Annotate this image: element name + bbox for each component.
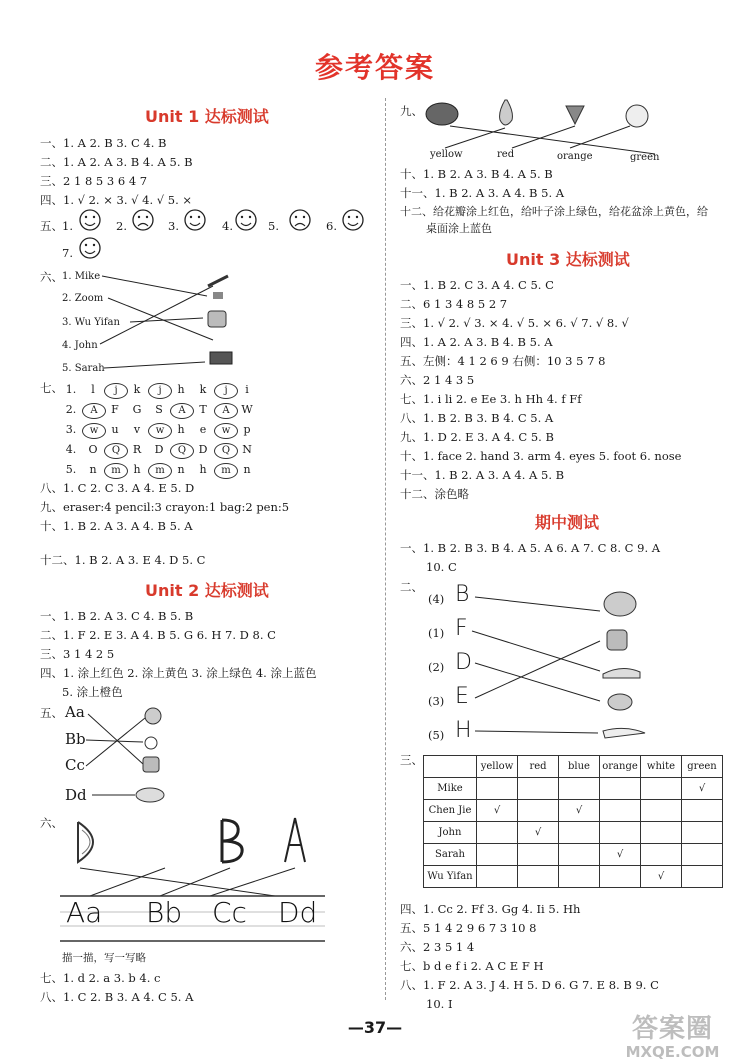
unit1-q5-item-3: 3. [168,219,179,233]
unit1-q6-name-2: 2. Zoom [62,293,104,304]
unit1-q1: 一、1. A 2. B 3. C 4. B [40,136,167,150]
circled-letter: m [148,463,172,479]
letter-cell: h [199,463,207,476]
circled-letter: w [82,423,106,439]
unit2-q6-prefix: 六、 [40,816,63,830]
bag-icon [607,630,627,650]
unit3-q4: 四、1. A 2. A 3. B 4. B 5. A [400,335,553,349]
midterm-title: 期中测试 [535,513,600,532]
letter-cell: D [154,443,164,456]
table-cell [641,844,682,866]
unit3-q1: 一、1. B 2. C 3. A 4. C 5. C [400,278,554,292]
elephant-icon [604,592,636,616]
right-q11: 十一、1. B 2. A 3. A 4. B 5. A [400,186,565,200]
letter-row-number: 5. [65,463,77,476]
right-q9-color-green: green [630,152,660,163]
letter-cell: D [198,443,208,456]
unit3-q6: 六、2 1 4 3 5 [400,373,475,387]
letter-cell: n [89,463,97,476]
letter-cell: R [132,443,142,456]
table-cell [518,866,559,888]
right-q9-prefix: 九、 [400,104,423,118]
letter-cell: h [133,463,141,476]
protractor-d-icon [78,822,93,862]
table-cell [682,866,723,888]
letter-cell: n [177,463,185,476]
unit1-q5-item-1: 1. [62,219,73,233]
right-q9-color-orange: orange [557,151,593,162]
table-header-cell: orange [600,756,641,778]
unit1-q6-name-3: 3. Wu Yifan [62,317,120,328]
letter-cell: G [132,403,142,416]
letter-row-number: 3. [65,423,77,436]
unit1-q8: 八、1. C 2. C 3. A 4. E 5. D [40,481,195,495]
unit2-q6-letter-b: Bb [146,896,183,929]
table-cell [600,822,641,844]
unit3-q8: 八、1. B 2. B 3. B 4. C 5. A [400,411,554,425]
unit1-q4: 四、1. √ 2. × 3. √ 4. √ 5. × [40,193,193,207]
midterm-q2-num-3: (2) [428,660,445,674]
unit3-q9: 九、1. D 2. E 3. A 4. C 5. B [400,430,554,444]
table-row-label: Mike [424,778,477,800]
letter-cell: O [88,443,98,456]
unit1-q5-prefix: 五、 [40,219,63,233]
hand-icon [603,728,645,738]
unit3-q5: 五、左侧：4 1 2 6 9 右侧：10 3 5 7 8 [400,354,606,368]
circled-letter: m [104,463,128,479]
unit3-q10: 十、1. face 2. hand 3. arm 4. eyes 5. foot 6. nose [400,449,682,463]
table-header-cell: blue [559,756,600,778]
table-row [424,800,723,822]
table-header-cell: green [682,756,723,778]
unit2-q8: 八、1. C 2. B 3. A 4. C 5. A [40,990,194,1004]
table-header-cell: white [641,756,682,778]
unit1-q6-name-1: 1. Mike [62,271,101,282]
table-cell [559,822,600,844]
table-cell [477,844,518,866]
letter-cell: F [111,403,119,416]
table-cell [477,866,518,888]
unit2-q1: 一、1. B 2. A 3. C 4. B 5. B [40,609,194,623]
midterm-q2-num-4: (3) [428,694,445,708]
midterm-q6: 六、2 3 5 1 4 [400,940,475,954]
table-cell [559,866,600,888]
letter-cell: e [199,423,207,436]
circled-letter: Q [214,443,238,459]
letter-cell: h [177,423,185,436]
table-cell [641,822,682,844]
table-cell [559,844,600,866]
midterm-q5: 五、5 1 4 2 9 6 7 3 10 8 [400,921,537,935]
right-q9-color-yellow: yellow [430,149,463,160]
unit1-q10: 十、1. B 2. A 3. A 4. B 5. A [40,519,193,533]
unit1-q12: 十二、1. B 2. A 3. E 4. D 5. C [40,553,206,567]
table-cell: √ [477,800,518,822]
letter-cell: T [199,403,207,416]
circled-letter: A [214,403,238,419]
unit2-q4a: 四、1. 涂上红色 2. 涂上黄色 3. 涂上绿色 4. 涂上蓝色 [40,666,317,680]
table-row-label: John [424,822,477,844]
midterm-q3-prefix: 三、 [400,753,423,767]
midterm-q2-letter-1: B [455,582,470,607]
unit3-q11: 十一、1. B 2. A 3. A 4. A 5. B [400,468,565,482]
circled-letter: j [214,383,238,399]
circled-letter: A [82,403,106,419]
table-cell: √ [682,778,723,800]
midterm-q7: 七、b d e f i 2. A C E F H [400,959,544,973]
unit1-q7-prefix: 七、 [40,381,63,395]
table-row-label: Wu Yifan [424,866,477,888]
midterm-q8b: 10. I [426,997,453,1011]
table-cell [641,800,682,822]
right-q12a: 十二、给花瓣涂上红色，给叶子涂上绿色，给花盆涂上黄色，给 [400,205,708,218]
letter-cell: p [243,423,251,436]
unit1-q2: 二、1. A 2. A 3. B 4. A 5. B [40,155,193,169]
table-cell [600,800,641,822]
letter-cell: S [155,403,163,416]
table-row [424,844,723,866]
shoe-icon [603,668,640,678]
letter-row-number: 2. [65,403,77,416]
unit2-q5-letter-a: Aa [65,703,85,721]
unit1-q3: 三、2 1 8 5 3 6 4 7 [40,174,148,188]
letter-cell: N [242,443,252,456]
circled-letter: m [214,463,238,479]
watermark-main: 答案圈 [631,1014,713,1044]
unit3-q7: 七、1. i li 2. e Ee 3. h Hh 4. f Ff [400,392,582,406]
circled-letter: Q [170,443,194,459]
moon-c-icon [148,822,168,862]
midterm-q4: 四、1. Cc 2. Ff 3. Gg 4. Ii 5. Hh [400,902,581,916]
unit1-q6-prefix: 六、 [40,270,63,284]
letter-cell: k [133,383,141,396]
table-header-cell: yellow [477,756,518,778]
unit3-q2: 二、6 1 3 4 8 5 2 7 [400,297,508,311]
table-cell: √ [518,822,559,844]
midterm-q2-letter-2: F [455,616,468,641]
letter-cell: u [111,423,119,436]
table-cell [641,778,682,800]
duck-icon [608,694,632,710]
right-q12b: 桌面涂上蓝色 [426,222,492,235]
unit2-q6-letter-d: Dd [278,896,318,929]
table-cell [682,800,723,822]
unit1-title: Unit 1 达标测试 [145,107,269,126]
compass-a-icon [285,818,305,862]
table-cell: √ [641,866,682,888]
page-title: 参考答案 [314,51,435,84]
unit2-q5-prefix: 五、 [40,706,63,720]
unit3-q3: 三、1. √ 2. √ 3. × 4. √ 5. × 6. √ 7. √ 8. √ [400,316,629,330]
unit2-q6-note: 描一描，写一写略 [62,952,146,964]
unit2-q3: 三、3 1 4 2 5 [40,647,115,661]
letter-cell: k [199,383,207,396]
letter-cell: l [91,383,95,396]
letter-row-number: 1. [65,383,77,396]
table-cell [600,866,641,888]
table-cell [477,778,518,800]
table-cell [600,778,641,800]
table-row [424,778,723,800]
table-cell: √ [600,844,641,866]
unit2-q6-letter-a: Aa [66,896,103,929]
watermark-url: MXQE.COM [625,1043,720,1061]
unit2-q5-letter-c: Cc [65,756,85,774]
right-q9-color-red: red [497,149,515,160]
midterm-q2-num-5: (5) [428,728,445,742]
midterm-color-table [423,755,723,888]
table-row [424,866,723,888]
table-cell [682,822,723,844]
unit2-q5-letter-b: Bb [65,730,86,748]
unit1-q5-item-2: 2. [116,219,127,233]
circled-letter: w [214,423,238,439]
unit2-q6-letter-c: Cc [212,896,247,929]
unit2-q4b: 5. 涂上橙色 [62,685,123,699]
table-cell [518,800,559,822]
midterm-q2-num-1: (4) [428,592,445,606]
midterm-q1b: 10. C [426,560,457,574]
midterm-q8a: 八、1. F 2. A 3. J 4. H 5. D 6. G 7. E 8. B 9. C [400,978,659,992]
table-header-cell: red [518,756,559,778]
table-cell [559,778,600,800]
circled-letter: A [170,403,194,419]
midterm-q2-letter-5: H [455,718,472,743]
unit1-q6-name-4: 4. John [62,340,98,351]
table-row-label: Chen Jie [424,800,477,822]
unit2-q5-letter-d: Dd [65,786,87,804]
letter-cell: v [133,423,141,436]
table-cell [518,778,559,800]
midterm-q2-letter-4: E [455,684,469,709]
table-row-label: Sarah [424,844,477,866]
table-cell [518,844,559,866]
right-q10: 十、1. B 2. A 3. B 4. A 5. B [400,167,553,181]
unit1-q5-item-4: 4. [222,219,233,233]
letter-cell: h [177,383,185,396]
watermark-logo [600,1008,745,1061]
circled-letter: j [104,383,128,399]
letter-cell: W [241,403,253,416]
unit2-title: Unit 2 达标测试 [145,581,269,600]
unit2-q7: 七、1. d 2. a 3. b 4. c [40,971,161,985]
midterm-q1a: 一、1. B 2. B 3. B 4. A 5. A 6. A 7. C 8. C 9. A [400,541,661,555]
unit2-q2: 二、1. F 2. E 3. A 4. B 5. G 6. H 7. D 8. C [40,628,276,642]
circled-letter: j [148,383,172,399]
table-cell [477,822,518,844]
unit3-q12: 十二、涂色略 [400,487,469,501]
midterm-q2-prefix: 二、 [400,580,423,594]
table-header-cell [424,756,477,778]
unit1-q5-item-7: 7. [62,246,73,260]
letter-cell: n [243,463,251,476]
midterm-q2-num-2: (1) [428,626,445,640]
unit1-q5-item-6: 6. [326,219,337,233]
letter-b-icon [222,820,242,862]
page-number: —37— [347,1018,403,1037]
unit1-q6-name-5: 5. Sarah [62,363,105,374]
table-row [424,822,723,844]
letter-cell: i [245,383,249,396]
letter-row-number: 4. [65,443,77,456]
table-cell [682,844,723,866]
circled-letter: w [148,423,172,439]
unit3-title: Unit 3 达标测试 [506,250,630,269]
midterm-q2-letter-3: D [455,650,472,675]
unit1-q5-item-5: 5. [268,219,279,233]
unit1-q9: 九、eraser:4 pencil:3 crayon:1 bag:2 pen:5 [40,500,290,514]
circled-letter: Q [104,443,128,459]
table-header-row [424,756,723,778]
table-cell: √ [559,800,600,822]
